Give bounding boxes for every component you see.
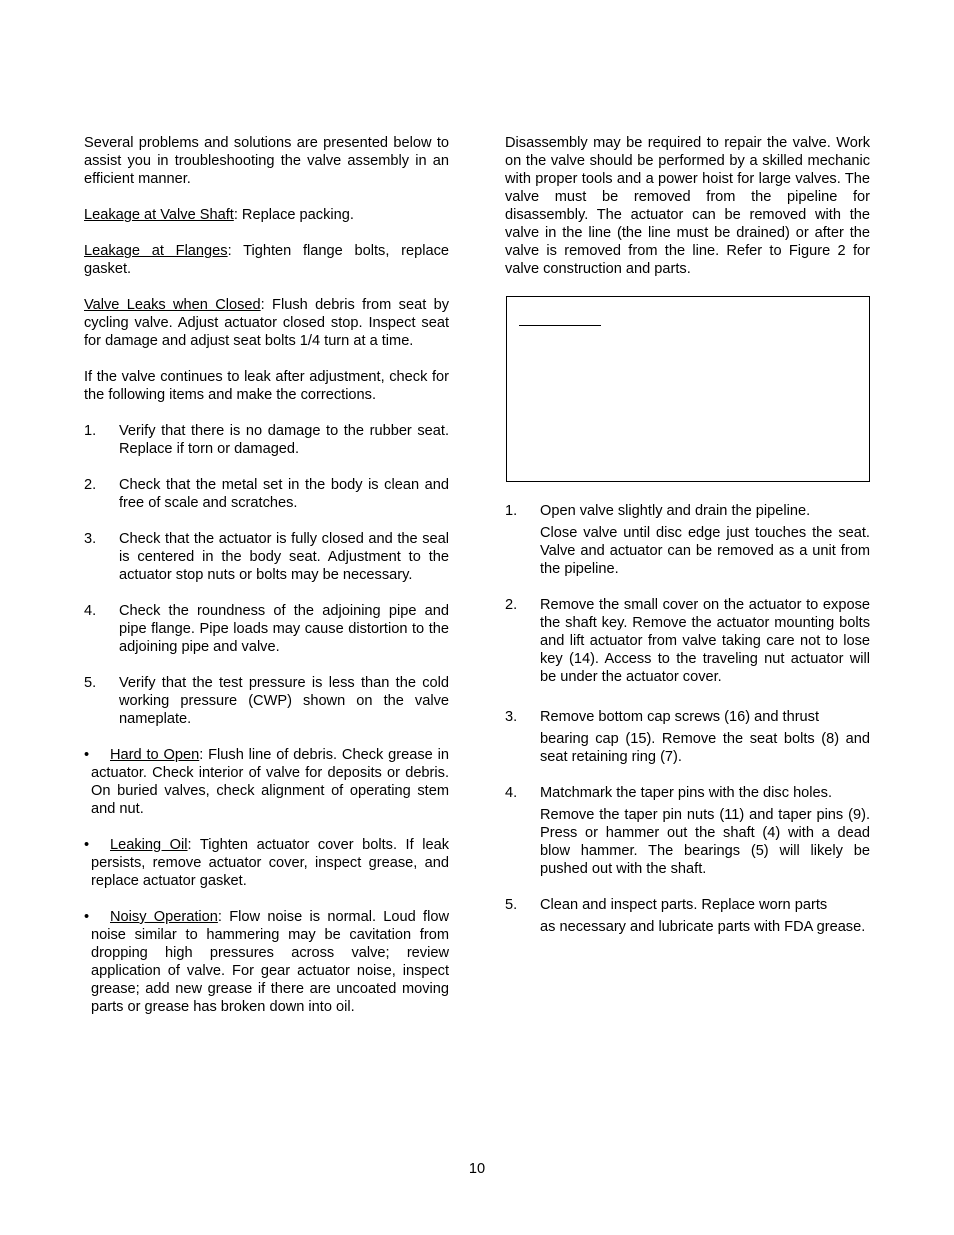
bullet-icon: • bbox=[84, 909, 90, 925]
bullet-noisy-operation: • Noisy Operation: Flow noise is normal. Loud flow noise similar to hammering may be cavitation from dropping high pressures across valve; review application of valve. For gear actuator noise, inspect grease; add new grease if there are uncoated moving parts or grease has broken down into oil. bbox=[84, 909, 449, 1015]
bullet-icon: • bbox=[84, 837, 90, 853]
disassembly-intro: Disassembly may be required to repair the valve. Work on the valve should be performed by a skilled mechanic with proper tools and a power hoist for large valves. The valve must be removed from the pipeline for disassembly. The actuator can be removed with the valve in the line (the line must be drained) or after the valve is removed from the line. Refer to Figure 2 for valve construction and parts. bbox=[505, 135, 870, 277]
left-column bbox=[84, 134, 449, 1016]
intro-paragraph: Several problems and solutions are presented below to assist you in troubleshooting the valve assembly in an efficient manner. bbox=[84, 135, 449, 187]
leakage-flange-paragraph: Leakage at Flanges: Tighten flange bolts, replace gasket. bbox=[84, 243, 449, 277]
check-item: 3. Check that the actuator is fully closed and the seal is centered in the body seat. Adjustment to the actuator stop nuts or bolts may be necessary. bbox=[84, 531, 449, 583]
page-number: 10 bbox=[468, 1161, 486, 1177]
step-item: 4. Matchmark the taper pins with the disc holes. Remove the taper pin nuts (11) and taper pins (9). Press or hammer out the shaft (4) with a dead blow hammer. The bearings (5) will likely be pushed out with the shaft. bbox=[505, 785, 870, 877]
disassembly-steps bbox=[505, 502, 870, 936]
step-item: 1. Open valve slightly and drain the pipeline. Close valve until disc edge just touches the seat. Valve and actuator can be removed as a unit from the pipeline. bbox=[505, 503, 870, 577]
check-item: 5. Verify that the test pressure is less than the cold working pressure (CWP) shown on the valve nameplate. bbox=[84, 675, 449, 727]
continue-paragraph: If the valve continues to leak after adjustment, check for the following items and make the corrections. bbox=[84, 369, 449, 403]
note-underline bbox=[519, 325, 601, 326]
check-item: 2. Check that the metal set in the body is clean and free of scale and scratches. bbox=[84, 477, 449, 511]
check-item: 1. Verify that there is no damage to the rubber seat. Replace if torn or damaged. bbox=[84, 423, 449, 457]
step-item: 2. Remove the small cover on the actuator to expose the shaft key. Remove the actuator mounting bolts and lift actuator from valve taking care not to lose key (14). Access to the traveling nut actuator will be under the actuator cover. bbox=[505, 597, 870, 685]
leakage-shaft-term: Leakage at Valve Shaft bbox=[84, 207, 234, 223]
leakage-flange-term: Leakage at Flanges bbox=[84, 243, 228, 259]
leaks-closed-term: Valve Leaks when Closed bbox=[84, 297, 261, 313]
step-item: 5. Clean and inspect parts. Replace worn parts as necessary and lubricate parts with FDA grease. bbox=[505, 897, 866, 935]
leaks-closed-paragraph: Valve Leaks when Closed: Flush debris from seat by cycling valve. Adjust actuator closed stop. Inspect seat for damage and adjust seat bolts 1/4 turn at a time. bbox=[84, 297, 449, 349]
right-column bbox=[505, 134, 870, 278]
bullet-leaking-oil: • Leaking Oil: Tighten actuator cover bolts. If leak persists, remove actuator cover, inspect grease, and replace actuator gasket. bbox=[84, 837, 450, 889]
check-item: 4. Check the roundness of the adjoining pipe and pipe flange. Pipe loads may cause distortion to the adjoining pipe and valve. bbox=[84, 603, 449, 655]
bullet-icon: • bbox=[84, 747, 90, 763]
bullet-hard-to-open: • Hard to Open: Flush line of debris. Check grease in actuator. Check interior of valve for deposits or debris. On buried valves, check alignment of operating stem and nut. bbox=[84, 747, 449, 817]
step-item: 3. Remove bottom cap screws (16) and thrust bearing cap (15). Remove the seat bolts (8) and seat retaining ring (7). bbox=[505, 709, 870, 765]
leakage-shaft-paragraph: Leakage at Valve Shaft: Replace packing. bbox=[84, 207, 354, 223]
note-box bbox=[506, 296, 870, 482]
